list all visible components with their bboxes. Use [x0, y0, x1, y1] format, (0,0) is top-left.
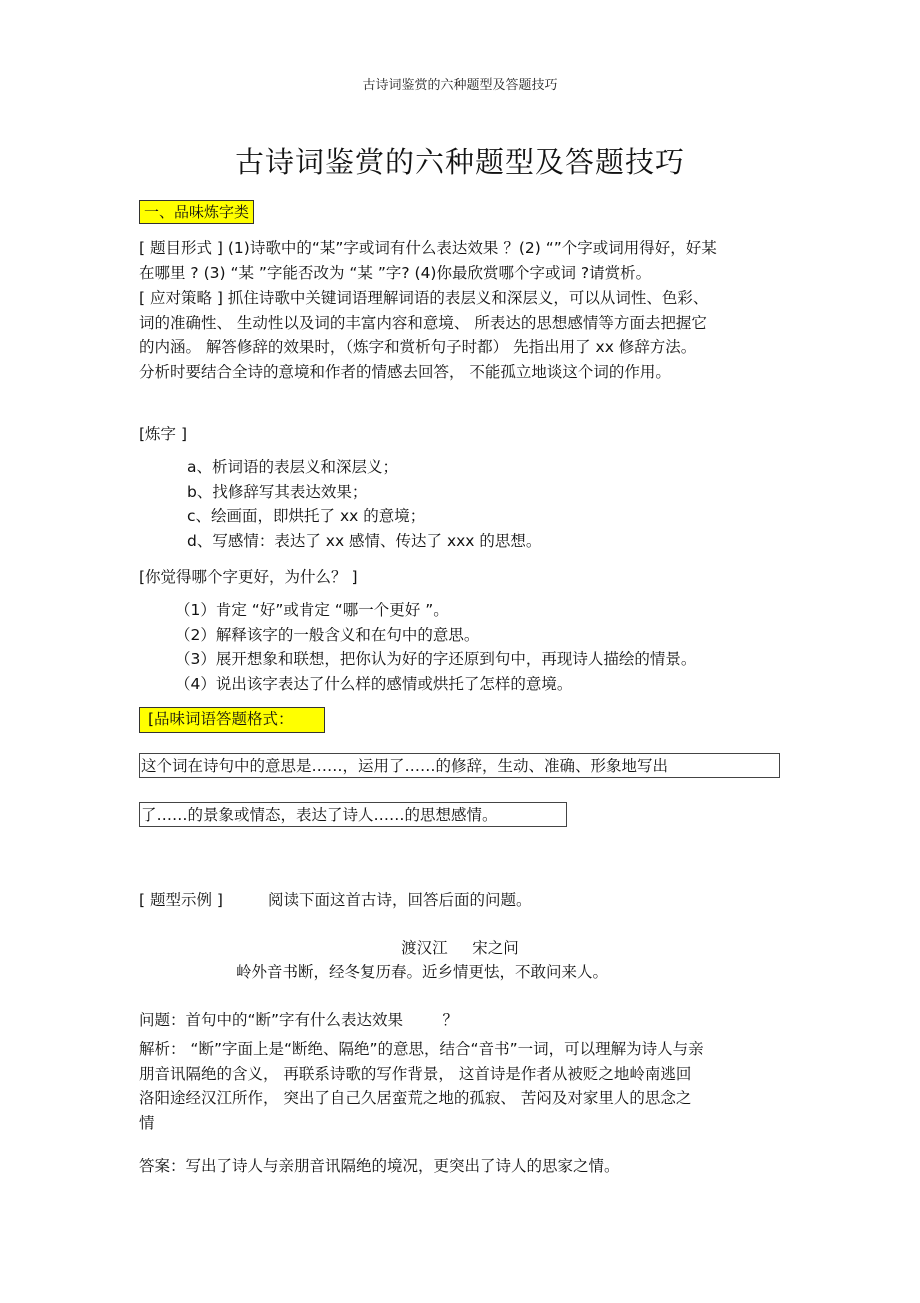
which-list	[175, 598, 696, 696]
strategy-line: 词的准确性、 生动性以及词的丰富内容和意境、 所表达的思想感情等方面去把握它	[139, 313, 707, 332]
strategy-line: 分析时要结合全诗的意境和作者的情感去回答， 不能孤立地谈这个词的作用。	[139, 362, 671, 381]
example-instruction: 阅读下面这首古诗，回答后面的问题。	[268, 891, 532, 909]
analysis-line: 情	[139, 1113, 155, 1132]
list-item: （4）说出该字表达了什么样的感情或烘托了怎样的意境。	[175, 674, 573, 693]
poem-title: 渡汉江 宋之问	[401, 939, 519, 957]
analysis-block	[139, 1037, 704, 1135]
list-item: a、析词语的表层义和深层义；	[187, 458, 398, 476]
strategy-line: [ 应对策略 ] 抓住诗歌中关键词语理解词语的表层义和深层义，可以从词性、色彩、	[139, 289, 709, 307]
question-text: 问题：首句中的“断”字有什么表达效果 ？	[139, 1011, 458, 1029]
list-item: b、找修辞写其表达效果；	[187, 482, 368, 501]
lianzi-heading: [炼字 ]	[139, 425, 188, 443]
format-line-box: 这个词在诗句中的意思是……，运用了……的修辞，生动、准确、形象地写出	[139, 753, 780, 778]
list-item: （2）解释该字的一般含义和在句中的意思。	[175, 625, 480, 644]
question-form-block	[139, 236, 717, 285]
strategy-line: 的内涵。 解答修辞的效果时，（炼字和赏析句子时都） 先指出用了 xx 修辞方法。	[139, 338, 697, 356]
answer-text: 答案：写出了诗人与亲朋音讯隔绝的境况，更突出了诗人的思家之情。	[139, 1157, 620, 1175]
format-heading-highlight: [品味词语答题格式：	[139, 707, 325, 733]
strategy-block	[139, 286, 708, 384]
list-item: c、绘画面，即烘托了 xx 的意境；	[187, 507, 426, 525]
page-title: 古诗词鉴赏的六种题型及答题技巧	[234, 145, 685, 179]
list-item: d、写感情：表达了 xx 感情、传达了 xxx 的思想。	[187, 531, 542, 550]
analysis-line: 解析： “断”字面上是“断绝、隔绝”的意思，结合“音书”一词，可以理解为诗人与亲	[139, 1040, 704, 1058]
poem-text: 岭外音书断，经冬复历春。近乡情更怯，不敢问来人。	[236, 963, 609, 981]
example-label: [ 题型示例 ]	[139, 891, 223, 909]
page-header: 古诗词鉴赏的六种题型及答题技巧	[362, 78, 558, 93]
list-item: （3）展开想象和联想，把你认为好的字还原到句中，再现诗人描绘的情景。	[175, 650, 697, 668]
section-heading-highlight: 一、品味炼字类	[139, 200, 254, 224]
form-line: [ 题目形式 ] (1)诗歌中的“某”字或词有什么表达效果 ？(2) “”个字或词用得好，好某	[139, 239, 717, 257]
format-line-box: 了……的景象或情态，表达了诗人……的思想感情。	[139, 802, 567, 827]
form-line: 在哪里 ? (3) “某 ”字能否改为 “某 ”字? (4)你最欣赏哪个字或词 ?请赏析。	[139, 263, 652, 282]
analysis-line: 洛阳途经汉江所作， 突出了自己久居蛮荒之地的孤寂、 苦闷及对家里人的思念之	[139, 1089, 692, 1107]
lianzi-list	[187, 455, 541, 553]
which-heading: [你觉得哪个字更好，为什么？ ]	[139, 568, 358, 586]
list-item: （1）肯定 “好”或肯定 “哪一个更好 ”。	[175, 601, 449, 619]
analysis-line: 朋音讯隔绝的含义， 再联系诗歌的写作背景， 这首诗是作者从被贬之地岭南逃回	[139, 1064, 692, 1083]
